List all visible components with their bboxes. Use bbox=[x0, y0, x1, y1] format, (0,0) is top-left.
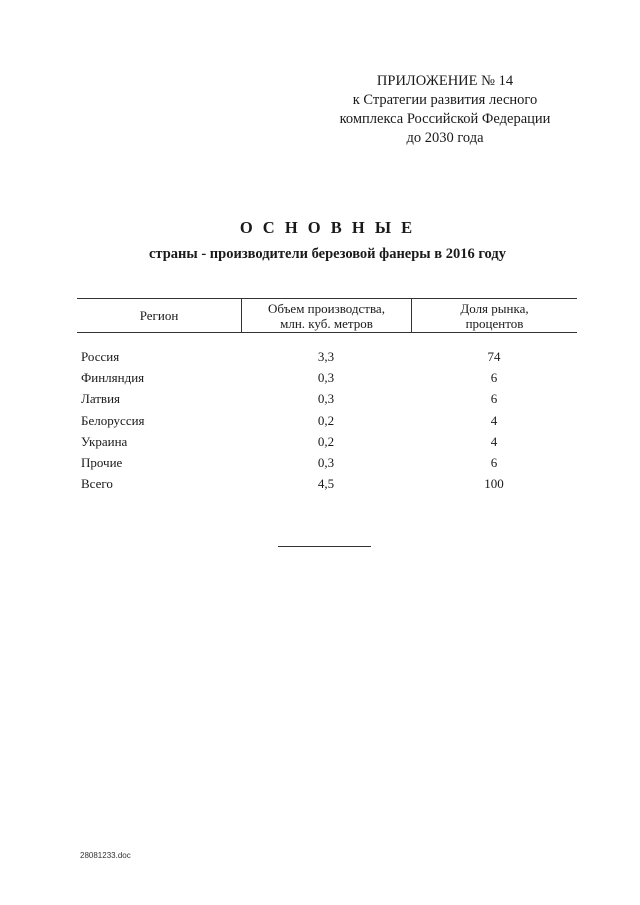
table-row bbox=[77, 367, 577, 388]
table-header bbox=[77, 298, 577, 333]
header-share-label bbox=[460, 301, 528, 331]
region-cell: Россия bbox=[81, 349, 120, 364]
table-row bbox=[77, 452, 577, 473]
volume-cell: 0,3 bbox=[317, 370, 335, 386]
header-region-label: Регион bbox=[139, 308, 179, 323]
region-cell: Латвия bbox=[81, 391, 121, 407]
table-row-total bbox=[77, 473, 577, 494]
annex-line: к Стратегии развития лесного bbox=[352, 92, 538, 108]
annex-line: комплекса Российской Федерации bbox=[339, 111, 551, 127]
share-cell: 4 bbox=[490, 433, 498, 449]
header-share-line: Доля рынка, bbox=[460, 300, 529, 316]
header-region bbox=[77, 299, 241, 332]
header-share bbox=[412, 299, 577, 332]
table-row bbox=[77, 410, 577, 431]
header-share-line: процентов bbox=[465, 315, 524, 331]
share-cell: 4 bbox=[490, 412, 498, 428]
table-row bbox=[77, 431, 577, 452]
volume-cell: 3,3 bbox=[317, 349, 335, 364]
table-body bbox=[77, 346, 577, 494]
share-cell: 6 bbox=[490, 391, 498, 407]
volume-cell: 0,2 bbox=[317, 412, 335, 428]
header-volume-line: Объем производства, bbox=[268, 300, 385, 316]
header-volume-label bbox=[268, 301, 385, 331]
document-subtitle: страны - производители березовой фанеры в 2016 году bbox=[149, 246, 506, 262]
volume-cell: 4,5 bbox=[317, 476, 335, 492]
region-cell: Финляндия bbox=[81, 370, 145, 386]
header-volume-line: млн. куб. метров bbox=[280, 315, 373, 331]
document-title: О С Н О В Н Ы Е bbox=[239, 218, 416, 237]
region-cell: Украина bbox=[81, 433, 128, 449]
table-row bbox=[77, 388, 577, 409]
share-cell: 6 bbox=[490, 370, 498, 386]
volume-cell: 0,3 bbox=[317, 454, 335, 470]
closing-rule bbox=[278, 546, 371, 547]
annex-header bbox=[300, 72, 590, 148]
document-reference: 28081233.doc bbox=[80, 851, 131, 860]
annex-line: до 2030 года bbox=[406, 130, 484, 146]
producers-table bbox=[77, 298, 577, 494]
annex-line: ПРИЛОЖЕНИЕ № 14 bbox=[376, 73, 514, 89]
share-cell: 6 bbox=[490, 454, 498, 470]
share-cell: 100 bbox=[484, 476, 504, 492]
region-cell: Всего bbox=[81, 476, 113, 492]
header-volume bbox=[242, 299, 411, 332]
region-cell: Прочие bbox=[81, 454, 123, 470]
volume-cell: 0,3 bbox=[317, 391, 335, 407]
table-row bbox=[77, 346, 577, 367]
share-cell: 74 bbox=[487, 349, 501, 364]
volume-cell: 0,2 bbox=[317, 433, 335, 449]
region-cell: Белоруссия bbox=[81, 412, 145, 428]
